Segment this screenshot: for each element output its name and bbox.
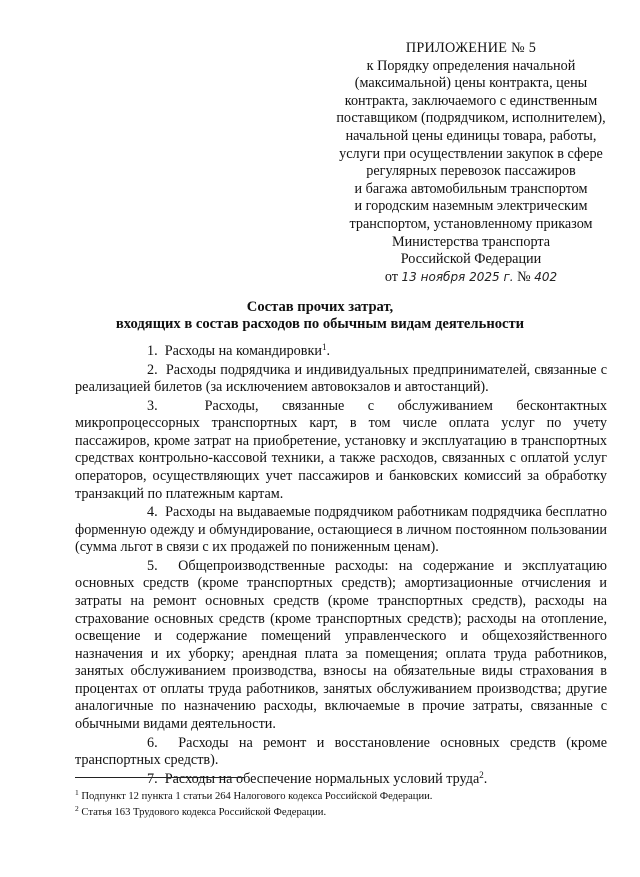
item-number: 2.: [147, 361, 158, 378]
appendix-line: начальной цены единицы товара, работы,: [345, 127, 597, 144]
item-text: Расходы подрядчика и индивидуальных предпринимателей, связанные с реализацией билетов (за исключением автовокзалов и автостанций).: [75, 361, 607, 396]
item-number: 5.: [147, 557, 158, 574]
appendix-line: и городским наземным электрическим: [354, 198, 588, 215]
item-number: 3.: [147, 397, 158, 414]
list-item: [75, 362, 607, 397]
item-number: 1.: [147, 343, 158, 359]
appendix-line: поставщиком (подрядчиком, исполнителем),: [336, 110, 606, 127]
handwritten-number: 402: [534, 269, 558, 284]
order-date-number: [318, 269, 624, 287]
footnote: [75, 805, 595, 821]
footnotes: [75, 789, 595, 820]
heading-line-1: Состав прочих затрат,: [246, 299, 394, 315]
footnote: [75, 789, 595, 805]
appendix-line: транспортом, установленному приказом: [349, 215, 593, 232]
footnote-ref: 1: [321, 342, 327, 352]
date-prefix: от: [384, 268, 398, 285]
appendix-line: Министерства транспорта: [391, 233, 551, 250]
document-heading: [70, 299, 570, 334]
number-prefix: №: [517, 268, 531, 285]
appendix-line: услуги при осуществлении закупок в сфере: [339, 145, 603, 162]
items-list: [75, 343, 607, 789]
footnote-separator: [75, 777, 245, 778]
footnote-text: Статья 163 Трудового кодекса Российской Федерации.: [81, 806, 327, 818]
item-number: 6.: [147, 734, 158, 751]
appendix-line: (максимальной) цены контракта, цены: [354, 75, 588, 92]
list-item: [75, 735, 607, 770]
appendix-line: и багажа автомобильным транспортом: [354, 180, 588, 197]
appendix-line: регулярных перевозок пассажиров: [366, 163, 576, 180]
footnote-ref: 2: [479, 769, 484, 780]
appendix-header: [318, 40, 624, 286]
list-item: [75, 504, 607, 557]
handwritten-date: 13 ноября 2025 г.: [401, 269, 514, 284]
item-number: 7.: [147, 770, 158, 787]
appendix-line: контракта, заключаемого с единственным: [344, 92, 598, 109]
list-item: [75, 771, 607, 789]
footnote-mark: 1: [75, 788, 79, 797]
item-text: Расходы на ремонт и восстановление основных средств (кроме транспортных средств).: [75, 734, 608, 769]
item-text: Расходы на командировки: [164, 343, 322, 359]
footnote-text: Подпункт 12 пункта 1 статьи 264 Налогового кодекса Российской Федерации.: [81, 791, 433, 802]
item-text: Расходы на обеспечение нормальных условий труда: [164, 770, 480, 787]
heading-line-2: входящих в состав расходов по обычным видам деятельности: [115, 316, 525, 333]
footnote-mark: 2: [75, 803, 79, 813]
appendix-line: к Порядку определения начальной: [366, 57, 576, 74]
item-text: Расходы, связанные с обслуживанием бесконтактных микропроцессорных транспортных карт, в том числе оплата услуг по учету пассажиров, кроме затрат на приобретение, установку и эксплуатацию в транспортных средствах контрольно-кассовой техники, а также расходов, связанных с оплатой услуг операторов, осуществляющих учет пассажиров и банковских комиссий за обработку транзакций по платежным картам.: [75, 397, 607, 502]
list-item: [75, 398, 607, 503]
item-tail: .: [483, 770, 488, 787]
item-text: Общепроизводственные расходы: на содержание и эксплуатацию основных средств (кроме транспортных средств); амортизационные отчисления и затраты на ремонт основных средств (кроме транспортных средств), расходы на страхование основных средств (кроме транспортных средств); расходы на отопление, освещение и содержание помещений управленческого и общехозяйственного назначения и их уборку; арендная плата за помещения; оплата труда работников, занятых обслуживанием производства, взносы на обязательные виды страхования в процентах от оплаты труда работников, занятых обслуживанием производства; другие аналогичные по назначению расходы, включаемые в прочие затраты, связанные с обычными видами деятельности.: [75, 557, 607, 732]
item-text: Расходы на выдаваемые подрядчиком работникам подрядчика бесплатно форменную одежду и обмундирование, остающиеся в личном постоянном пользовании (сумма льгот в связи с их продажей по пониженным ценам).: [75, 504, 607, 556]
appendix-title: ПРИЛОЖЕНИЕ № 5: [405, 40, 537, 56]
list-item: [75, 343, 607, 361]
appendix-line: Российской Федерации: [400, 251, 542, 268]
item-number: 4.: [147, 504, 158, 521]
item-tail: .: [326, 343, 330, 359]
list-item: [75, 558, 607, 733]
